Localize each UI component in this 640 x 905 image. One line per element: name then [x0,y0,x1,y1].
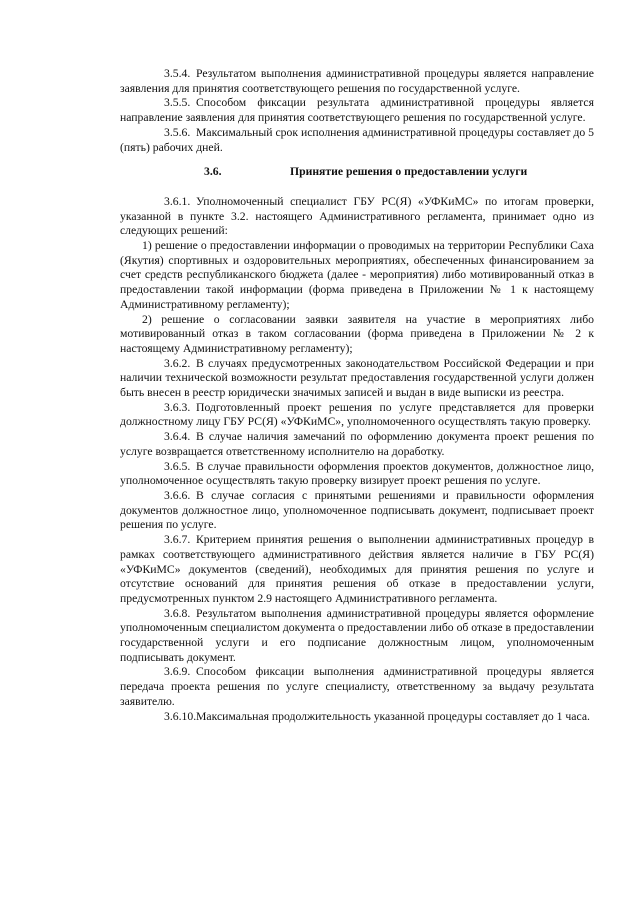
paragraph-3-6-2 [120,357,594,401]
clause-number: 3.5.4. [164,67,191,80]
clause-number: 3.6.2. [164,356,191,370]
clause-number: 3.6.5. [164,459,191,473]
clause-number: 3.6.1. [164,194,191,208]
clause-text: В случаях предусмотренных законодательством Российской Федерации и при наличии технической возможности результат предоставления государственной услуги должен быть внесен в реестр юридически значимых записей и выдан в виде выписки из реестра. [120,356,594,400]
section-number: 3.6. [204,165,222,179]
clause-text: Результатом выполнения административной процедуры является оформление уполномоченным специалистом документа о предоставлении либо об отказе в предоставлении государственной услуги и его подписание должностным лицом, уполномоченным подписывать документ. [120,606,594,664]
section-heading [120,165,594,180]
clause-text: Максимальный срок исполнения административной процедуры составляет до 5 (пять) рабочих дней. [120,125,594,154]
subitem-2: 2) решение о согласовании заявки заявителя на участие в мероприятиях либо мотивированный отказ в таком согласовании (форма приведена в Приложении № 2 к настоящему Административному регламенту); [120,312,594,355]
subitem-1: 1) решение о предоставлении информации о проводимых на территории Республики Саха (Якутия) спортивных и оздоровительных мероприятиях, обеспеченных финансированием за счет средств республиканского бюджета (далее - мероприятия) либо мотивированный отказ в предоставлении такой информации (форма приведена в Приложении № 1 к настоящему Административному регламенту); [120,239,594,311]
paragraph-3-5-5 [120,96,594,125]
section-title: Принятие решения о предоставлении услуги [290,165,528,179]
clause-number: 3.5.6. [164,125,191,139]
paragraph-3-5-4 [120,67,594,96]
clause-text: Подготовленный проект решения по услуге представляется для проверки должностному лицу ГБУ РС(Я) «УФКиМС», уполномоченного осуществлять такую проверку. [120,400,594,429]
paragraph-3-6-6 [120,489,594,533]
paragraph-3-6-3 [120,401,594,430]
clause-number: 3.6.8. [164,606,191,620]
clause-number: 3.6.3. [164,400,191,414]
clause-number: 3.6.6. [164,488,191,502]
paragraph-3-5-6 [120,126,594,155]
clause-number: 3.6.9. [164,665,191,679]
clause-text: Способом фиксации выполнения административной процедуры является передача проекта решения по услуге специалисту, ответственному за выдачу результата заявителю. [120,665,594,708]
clause-number: 3.6.7. [164,533,191,547]
clause-text: Максимальная продолжительность указанной процедуры составляет до 1 часа. [196,709,590,723]
paragraph-3-6-5 [120,460,594,489]
paragraph-3-6-7 [120,533,594,607]
paragraph-3-6-8 [120,607,594,666]
clause-text: В случае правильности оформления проектов документов, должностное лицо, уполномоченное осуществлять такую проверку визирует проект решения по услуге. [120,459,594,488]
clause-text: Способом фиксации результата административной процедуры является направление заявления для принятия соответствующего решения по государственной услуге. [120,96,594,125]
paragraph-3-6-1 [120,195,594,239]
paragraph-3-6-10 [120,710,594,725]
clause-text: Результатом выполнения административной процедуры является направление заявления для принятия соответствующего решения по государственной услуге. [120,67,594,95]
clause-number: 3.6.4. [164,430,191,444]
clause-text: В случае согласия с принятыми решениями и правильности оформления документов должностное лицо, уполномоченное подписывать документ, подписывает проект решения по услуге. [120,488,594,532]
document-body [120,67,594,724]
clause-number: 3.5.5. [164,96,191,110]
clause-text: В случае наличия замечаний по оформлению документа проект решения по услуге возвращается ответственному исполнителю на доработку. [120,430,594,458]
clause-text: Критерием принятия решения о выполнении административных процедур в рамках соответствующего административного действия является наличие в ГБУ РС(Я) «УФКиМС» документов (сведений), необходимых для принятия решения по услуге и отсутствие оснований для принятия решения об отказе в предоставлении услуги, предусмотренных пунктом 2.9 настоящего Административного регламента. [120,533,594,605]
paragraph-3-6-4 [120,430,594,459]
paragraph-3-6-9 [120,665,594,709]
clause-number: 3.6.10. [164,709,197,723]
clause-text: Уполномоченный специалист ГБУ РС(Я) «УФКиМС» по итогам проверки, указанной в пункте 3.2. настоящего Административного регламента, принимает одно из следующих решений: [120,194,594,238]
